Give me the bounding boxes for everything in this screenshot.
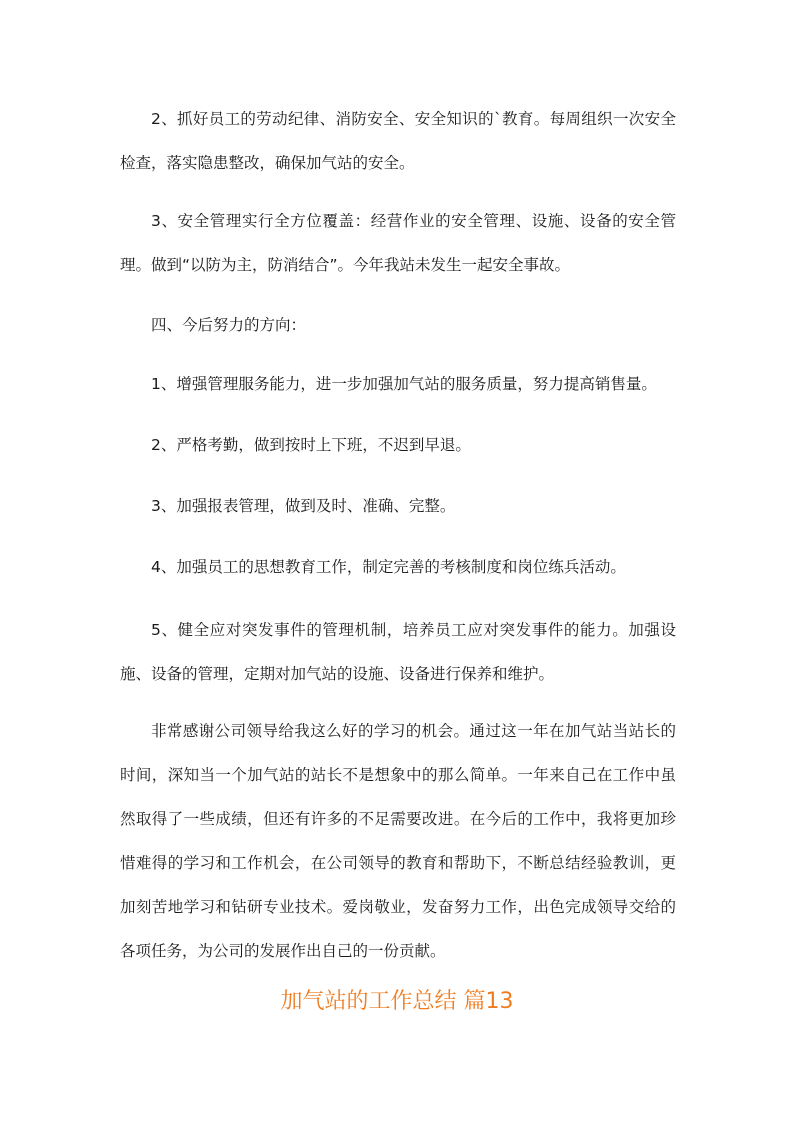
paragraph-safety-management: 3、安全管理实行全方位覆盖：经营作业的安全管理、设施、设备的安全管理。做到“以防为主，防消结合”。今年我站未发生一起安全事故。 (120, 212, 676, 274)
paragraph-future-item-4: 4、加强员工的思想教育工作，制定完善的考核制度和岗位练兵活动。 (151, 558, 626, 576)
paragraph-closing-thanks: 非常感谢公司领导给我这么好的学习的机会。通过这一年在加气站当站长的时间，深知当一个加气站的站长不是想象中的那么简单。一年来自己在工作中虽然取得了一些成绩，但还有许多的不足需要改进。在今后的工作中，我将更加珍惜难得的学习和工作机会，在公司领导的教育和帮助下，不断总结经验教训，更加刻苦地学习和钻研专业技术。爱岗敬业，发奋努力工作，出色完成领导交给的各项任务，为公司的发展作出自己的一份贡献。 (120, 722, 676, 960)
paragraph-future-item-1: 1、增强管理服务能力，进一步加强加气站的服务质量，努力提高销售量。 (151, 375, 657, 393)
paragraph-future-direction-heading: 四、今后努力的方向： (151, 316, 307, 334)
paragraph-safety-discipline: 2、抓好员工的劳动纪律、消防安全、安全知识的`教育。每周组织一次安全检查，落实隐患整改，确保加气站的安全。 (120, 110, 676, 172)
paragraph-future-item-3: 3、加强报表管理，做到及时、准确、完整。 (151, 497, 456, 515)
section-heading: 加气站的工作总结 篇13 (280, 989, 514, 1014)
paragraph-future-item-2: 2、严格考勤，做到按时上下班，不迟到早退。 (151, 436, 471, 454)
paragraph-future-item-5: 5、健全应对突发事件的管理机制，培养员工应对突发事件的能力。加强设施、设备的管理，定期对加气站的设施、设备进行保养和维护。 (120, 621, 676, 683)
